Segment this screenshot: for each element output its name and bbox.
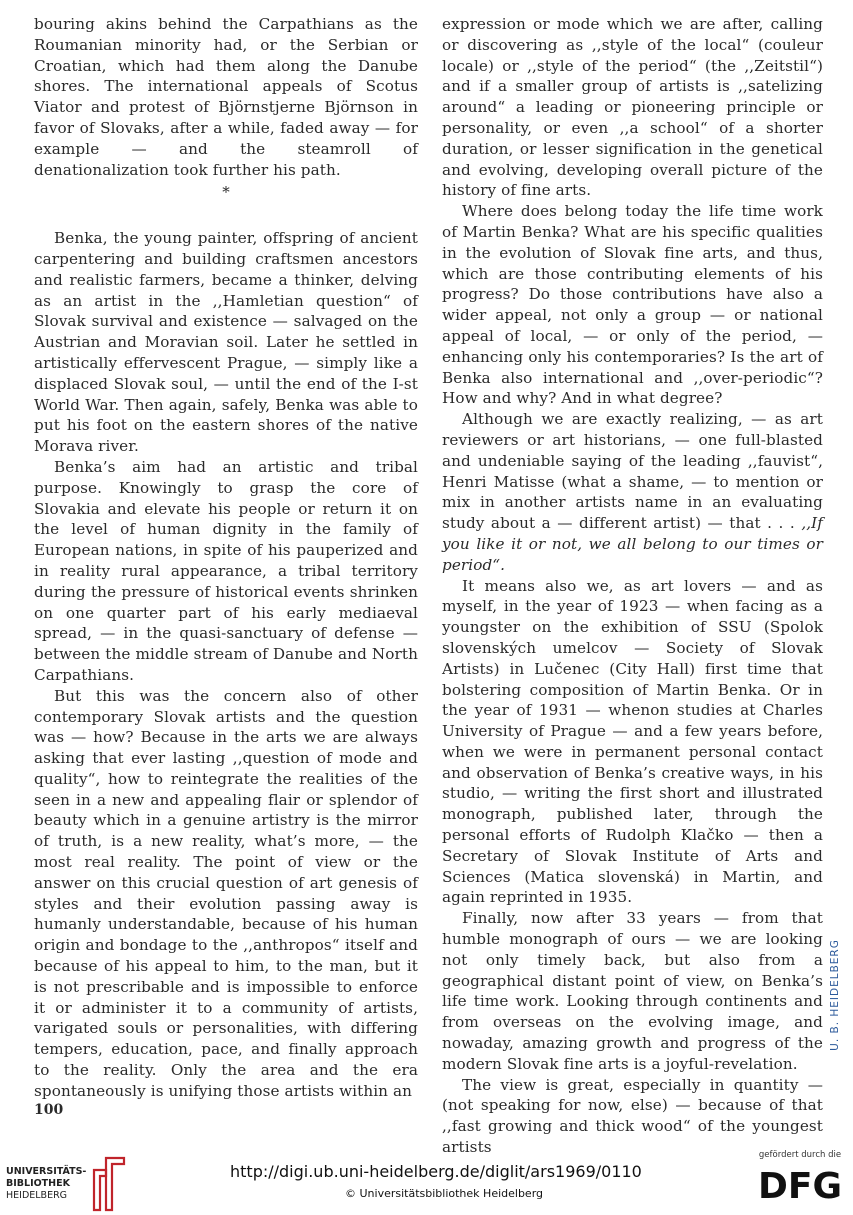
matisse-quote-italic: ,,If you like it or not, we all belong to our times or period“.	[442, 514, 823, 574]
dfg-caption: gefördert durch die	[758, 1150, 842, 1160]
digitization-footer	[0, 1146, 853, 1215]
paragraph-intro-continued: bouring akins behind the Carpathians as the Roumanian minority had, or the Serbian or Croatian, which had them along the Danube shores. The international appeals of Scotus Viator and protest of Björnstjerne Björnson in favor of Slovaks, after a while, faded away — for example — and the steamroll of denationalization took further his path.	[34, 15, 418, 179]
right-text-column	[442, 14, 823, 1158]
library-stamp-text: U. B. HEIDELBERG	[829, 939, 841, 1051]
permalink-url[interactable]: http://digi.ub.uni-heidelberg.de/diglit/ars1969/0110	[230, 1162, 642, 1181]
paragraph-where-does-belong: Where does belong today the life time work of Martin Benka? What are his specific qualities in the evolution of Slovak fine arts, and thus, which are those contributing elements of his progress? Do those contributions have also a wider appeal, not only a group — or national appeal of local, — or only of the period, — enhancing only his contemporaries? Is the art of Benka also international and ,,over-periodic“? How and why? And in what degree?	[442, 202, 823, 408]
dfg-logo-icon	[758, 1162, 842, 1204]
paragraph-art-lovers-1923: It means also we, as art lovers — and as myself, in the year of 1923 — when facing as a youngster on the exhibition of SSU (Spolok slovenských umelcov — Society of Slovak Artists) in Lučenec (City Hall) first time that bolstering composition of Martin Benka. Or in the year of 1931 — whenon studies at Charles University of Prague — and a few years before, when we were in permanent personal contact and observation of Benka’s creative ways, in his studio, — writing the first short and illustrated monograph, published later, through the personal efforts of Rudolph Klačko — then a Secretary of Slovak Institute of Arts and Sciences (Matica slovenská) in Martin, and again reprinted in 1935.	[442, 576, 823, 907]
library-emblem-icon	[86, 1156, 128, 1212]
page-number: 100	[34, 1102, 64, 1118]
dfg-funding-logo[interactable]	[758, 1150, 848, 1210]
paragraph-style-continued: expression or mode which we are after, calling or discovering as ,,style of the local“ (couleur locale) or ,,style of the period“ (the ,,Zeitstil“) and if a smaller group of artists is ,,satelizing around“ a leading or pioneering principle or personality, or even ,,a school“ of a shorter duration, or lesser signification in the genetical and evolving, developing overall picture of the history of fine arts.	[442, 15, 823, 200]
paragraph-view-is-great: The view is great, especially in quantity — (not speaking for now, else) — because of that ,,fast growing and thick wood“ of the youngest artists	[442, 1075, 823, 1157]
paragraph-matisse-quote	[442, 409, 823, 575]
paragraph-benka-young-painter: Benka, the young painter, offspring of ancient carpentering and building craftsmen ancestors and realistic farmers, became a thinker, delving as an artist in the ,,Hamletian question“ of Slovak survival and existence — salvaged on the Austrian and Moravian soil. Later he settled in artistically effervescent Prague, — simply like a displaced Slovak soul, — until the end of the I-st World War. Then again, safely, Benka was able to put his foot on the eastern shores of the native Morava river.	[34, 229, 418, 456]
library-name: UNIVERSITÄTS- BIBLIOTHEK HEIDELBERG	[6, 1166, 87, 1201]
left-text-column	[34, 14, 418, 1102]
matisse-lead-in: Although we are exactly realizing, — as art reviewers or art historians, — one full-blasted and undeniable saying of the leading ,,fauvist“, Henri Matisse (what a shame, — to mention or mix in another artists name in an evaluating study about a — different artist) — that . . .	[442, 410, 823, 533]
section-separator-asterisk: *	[222, 183, 230, 202]
paragraph-benka-aim: Benka’s aim had an artistic and tribal purpose. Knowingly to grasp the core of Slovakia and elevate his people or return it on the level of human dignity in the family of European nations, in spite of his pauperized and in reality rural appearance, a tribal territory during the pressure of historical events shrinken on one quarter part of his early mediaeval spread, — in the quasi-sanctuary of defense — between the middle stream of Danube and North Carpathians.	[34, 457, 418, 684]
university-library-logo[interactable]	[6, 1156, 136, 1212]
paragraph-concern-other-artists: But this was the concern also of other contemporary Slovak artists and the question was — how? Because in the arts we are always asking that ever lasting ,,question of mode and quality“, how to reintegrate the realities of the seen in a new and appealing flair or splendor of beauty which in a genuine artistry is the mirror of truth, is a new reality, what’s more, — the most real reality. The point of view or the answer on this crucial question of art genesis of styles and their evolution passing away is humanly understandable, because of his human origin and bondage to the ,,anthropos“ itself and because of his appeal to him, to the man, but it is not prescribable and is impossible to enforce it or administer it to a community of artists, varigated souls or personalities, with differing tempers, education, pace, and finally approach to the reality. Only the area and the era spontaneously is unifying those artists within an	[34, 686, 418, 1100]
library-stamp	[825, 926, 845, 1064]
dfg-logo-text: DFG	[758, 1166, 842, 1204]
paragraph-finally-33-years: Finally, now after 33 years — from that humble monograph of ours — we are looking not only timely back, but also from a geographical distant point of view, on Benka’s life time work. Looking through continents and from overseas on the evolving image, and nowaday, amazing growth and progress of the modern Slovak fine arts is a joyful-revelation.	[442, 909, 823, 1073]
copyright-notice: © Universitätsbibliothek Heidelberg	[345, 1187, 544, 1200]
